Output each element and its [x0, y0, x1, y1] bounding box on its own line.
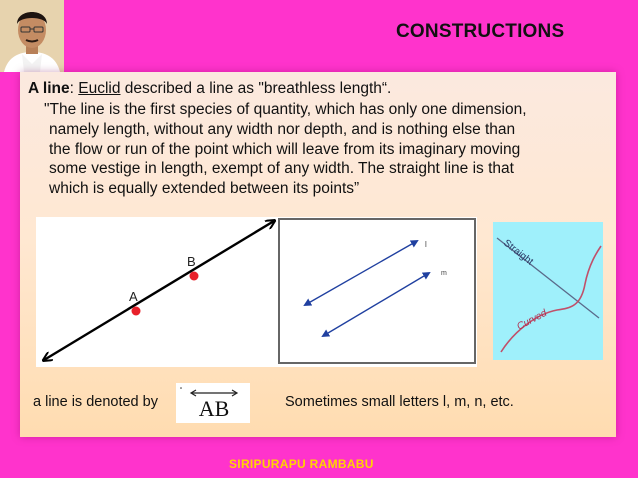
ab-symbol-text: AB	[198, 396, 230, 421]
quote-line: the flow or run of the point which will leave from its imaginary moving	[49, 140, 521, 158]
content-panel	[20, 72, 616, 437]
parallel-frame	[279, 219, 475, 363]
author-footer: SIRIPURAPU RAMBABU	[229, 457, 374, 471]
line-ab	[44, 221, 274, 360]
point-b-dot	[190, 272, 199, 281]
line-l	[305, 241, 417, 305]
parallel-lines-figure	[277, 217, 477, 367]
intro-author: Euclid	[78, 80, 121, 97]
intro-separator: :	[69, 80, 79, 97]
point-a-dot	[132, 307, 141, 316]
sometimes-text: Sometimes small letters l, m, n, etc.	[285, 394, 514, 410]
speck-dot	[180, 387, 182, 389]
euclid-quote	[44, 100, 614, 199]
point-b-label: B	[187, 254, 196, 269]
intro-term: A line	[28, 80, 70, 97]
quote-line: some vestige in length, exempt of any width. The straight line is that	[49, 160, 514, 178]
curved-line	[501, 246, 601, 352]
denoted-text: a line is denoted by	[33, 394, 158, 410]
intro-line	[28, 79, 613, 99]
curved-label: Curved	[515, 307, 549, 333]
straight-label: Straight	[501, 237, 536, 268]
line-m	[323, 273, 429, 336]
author-photo-image	[0, 0, 64, 72]
line-m-label: m	[441, 270, 447, 277]
slide-title: CONSTRUCTIONS	[396, 21, 565, 42]
intro-rest: described a line as "breathless length“.	[120, 80, 392, 97]
quote-line: namely length, without any width nor depth, and is nothing else than	[49, 120, 516, 138]
line-l-label: l	[425, 240, 427, 249]
straight-curved-figure	[493, 222, 603, 360]
author-photo	[0, 0, 64, 72]
quote-line: which is equally extended between its points”	[49, 180, 360, 198]
point-a-label: A	[129, 289, 138, 304]
ab-symbol-box	[176, 383, 250, 423]
line-ab-figure	[36, 217, 282, 367]
quote-line: "The line is the first species of quantity, which has only one dimension,	[44, 101, 527, 118]
